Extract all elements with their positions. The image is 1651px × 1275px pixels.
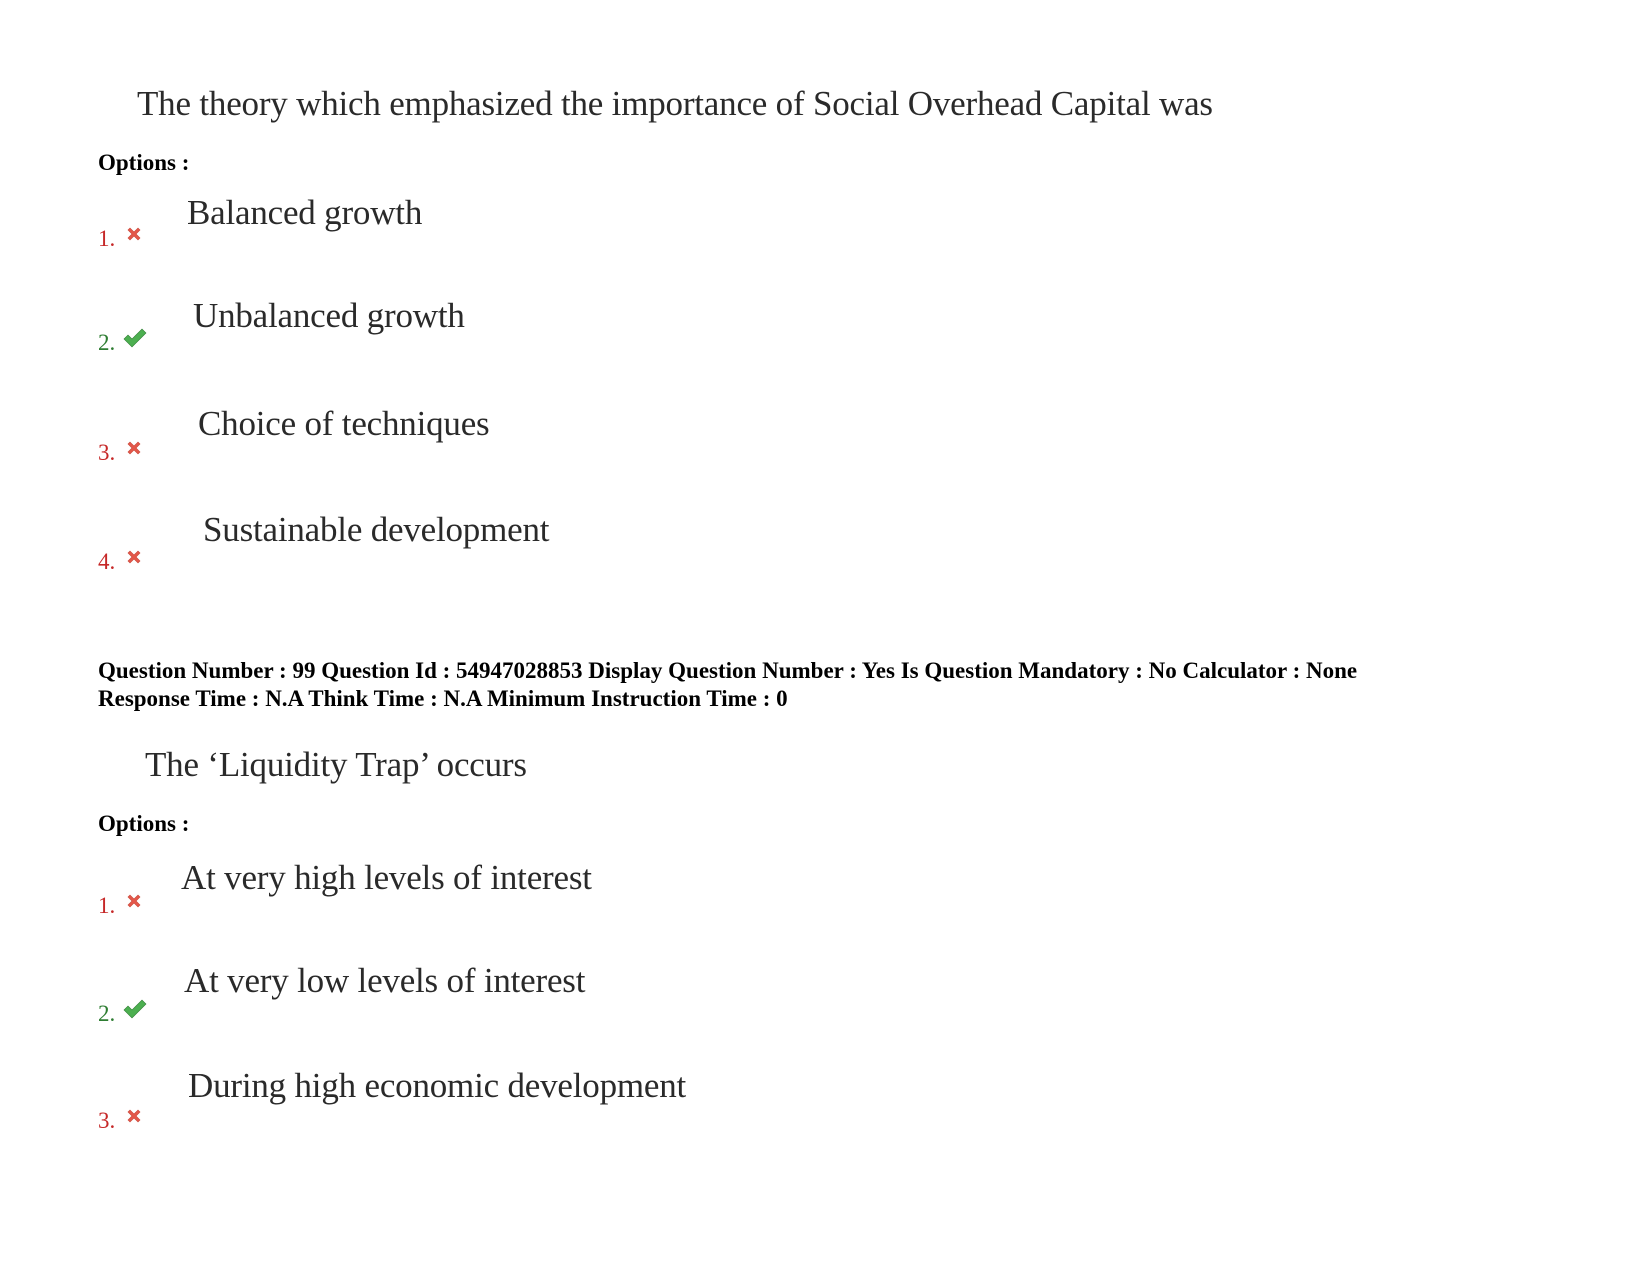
option-number-q98-4: 4.	[98, 549, 116, 574]
check-icon	[122, 327, 148, 349]
option-number-q99-3: 3.	[98, 1108, 116, 1133]
cross-icon	[124, 891, 144, 911]
options-label-q99: Options :	[98, 811, 190, 836]
question-98-text: The theory which emphasized the importance of Social Overhead Capital was	[137, 84, 1213, 123]
option-text-q99-1[interactable]: At very high levels of interest	[181, 858, 592, 897]
option-number-q98-3: 3.	[98, 440, 116, 465]
cross-icon	[124, 547, 144, 567]
option-number-q99-2: 2.	[98, 1001, 116, 1026]
option-number-q99-1: 1.	[98, 893, 116, 918]
question-99-meta-line-2: Response Time : N.A Think Time : N.A Minimum Instruction Time : 0	[98, 686, 788, 711]
options-label-q98: Options :	[98, 150, 190, 175]
option-text-q98-1[interactable]: Balanced growth	[187, 193, 423, 232]
cross-icon	[124, 1106, 144, 1126]
option-number-q98-1: 1.	[98, 226, 116, 251]
check-icon	[122, 998, 148, 1020]
cross-icon	[124, 438, 144, 458]
question-99-text: The ‘Liquidity Trap’ occurs	[145, 745, 527, 784]
cross-icon	[124, 224, 144, 244]
question-99-meta-line-1: Question Number : 99 Question Id : 54947028853 Display Question Number : Yes Is Question Mandatory : No Calculator : None	[98, 658, 1358, 683]
option-number-q98-2: 2.	[98, 330, 116, 355]
option-text-q99-3[interactable]: During high economic development	[188, 1066, 687, 1105]
option-text-q98-4[interactable]: Sustainable development	[203, 510, 550, 549]
option-text-q98-2[interactable]: Unbalanced growth	[193, 296, 465, 335]
option-text-q98-3[interactable]: Choice of techniques	[198, 404, 490, 443]
option-text-q99-2[interactable]: At very low levels of interest	[184, 961, 586, 1000]
